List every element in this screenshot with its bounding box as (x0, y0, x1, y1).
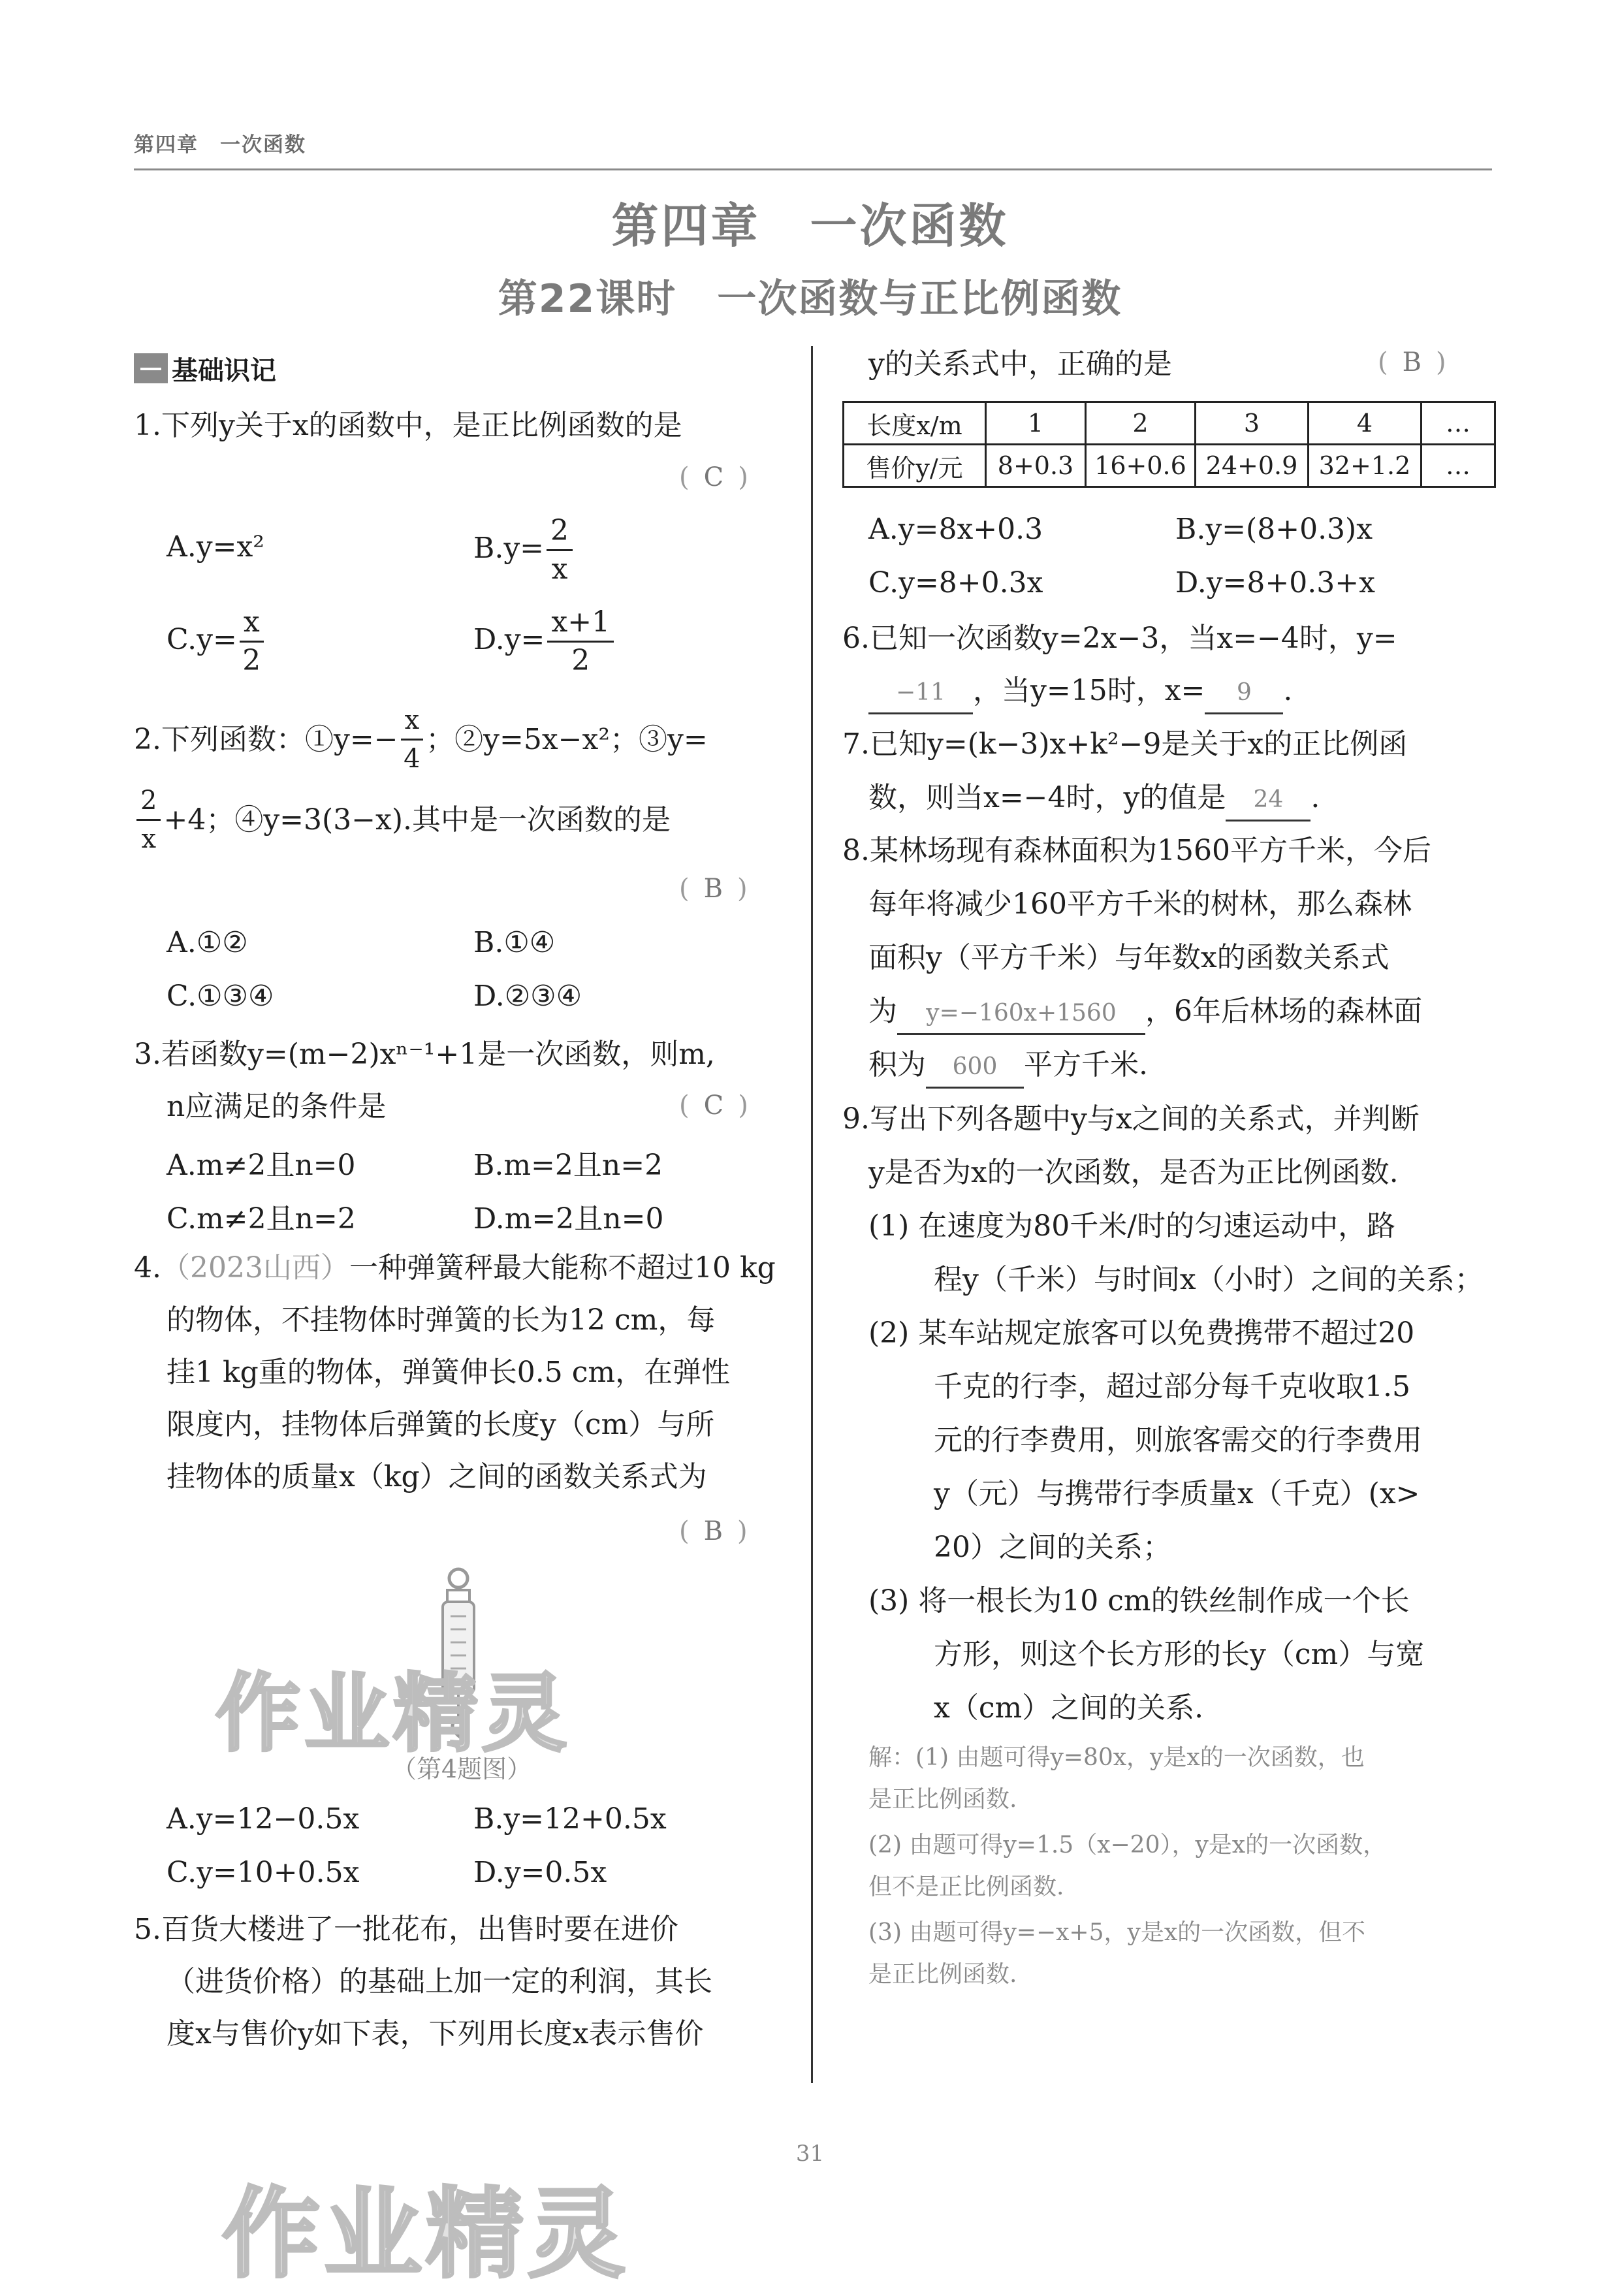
q8-blank-2: 600 (926, 1047, 1024, 1089)
q3-option-d: D.m=2且n=0 (473, 1202, 664, 1236)
q6-blank-2: 9 (1205, 673, 1283, 714)
q1-answer: ( C ) (679, 462, 748, 492)
q9-solution-line1: 解：(1) 由题可得y=80x，y是x的一次函数，也 (868, 1744, 1365, 1771)
q9-solution-line2: 是正比例函数. (868, 1786, 1017, 1813)
q2-line2: $\frac{2}{x}$ +4；④y=3(3−x).其中是一次函数的是 (134, 782, 671, 857)
chapter-title: 第四章 一次函数 (611, 199, 1009, 253)
q8-line4: 为 y=−160x+1560 ，6年后林场的森林面 (868, 992, 1422, 1035)
q7-line2: 数，则当x=−4时，y的值是 24 . (868, 778, 1320, 821)
q5-line1: 5.百货大楼进了一批花布，出售时要在进价 (134, 1913, 678, 1946)
q9-part1-line2: 程y（千米）与时间x（小时）之间的关系； (934, 1263, 1484, 1296)
q7-blank: 24 (1226, 780, 1310, 821)
table-cell: 售价y/元 (844, 445, 986, 487)
q6-line2: −11 ，当y=15时，x= 9 . (868, 671, 1292, 714)
table-cell: … (1421, 402, 1495, 445)
q9-solution-line4: 但不是正比例函数. (868, 1873, 1064, 1900)
table-row (844, 402, 1495, 445)
q1-option-a: A.y=x² (167, 530, 264, 564)
q9-part3-line1: (3) 将一根长为10 cm的铁丝制作成一个长 (868, 1584, 1410, 1618)
q3-line1: 3.若函数y=(m−2)xⁿ⁻¹+1是一次函数，则m, (134, 1038, 715, 1071)
q5-line2: （进货价格）的基础上加一定的利润，其长 (167, 1965, 712, 1998)
q9-line2: y是否为x的一次函数，是否为正比例函数. (868, 1156, 1399, 1189)
q5-option-b: B.y=(8+0.3)x (1175, 513, 1373, 546)
q2-option-c: C.①③④ (167, 980, 274, 1013)
q9-line1: 9.写出下列各题中y与x之间的关系式，并判断 (842, 1102, 1420, 1136)
section-tag (134, 349, 276, 387)
column-divider (811, 346, 813, 2083)
q4-option-b: B.y=12+0.5x (473, 1802, 667, 1836)
q5-option-d: D.y=8+0.3+x (1175, 566, 1375, 599)
page-watermark: 作业精灵 (222, 2178, 630, 2291)
q9-solution-line5: (3) 由题可得y=−x+5，y是x的一次函数，但不 (868, 1919, 1366, 1946)
q3-line2: n应满足的条件是 (167, 1090, 387, 1123)
q3-option-c: C.m≠2且n=2 (167, 1202, 356, 1236)
q4-figure-caption: （第4题图） (392, 1755, 532, 1783)
q8-line2: 每年将减少160平方千米的树林，那么森林 (868, 887, 1412, 921)
q7-line1: 7.已知y=(k−3)x+k²−9是关于x的正比例函 (842, 727, 1408, 761)
q1-option-c: C.y= $\frac{x}{2}$ (167, 604, 266, 679)
q4-option-a: A.y=12−0.5x (167, 1802, 360, 1836)
q4-line3: 挂1 kg重的物体，弹簧伸长0.5 cm，在弹性 (167, 1356, 731, 1389)
table-cell: 24+0.9 (1196, 445, 1309, 487)
q9-part3-line2: 方形，则这个长方形的长y（cm）与宽 (934, 1638, 1425, 1671)
q8-line5: 积为 600 平方千米. (868, 1045, 1148, 1089)
q2-answer: ( B ) (679, 874, 748, 904)
page-number: 31 (795, 2141, 825, 2167)
table-cell: 长度x/m (844, 402, 986, 445)
table-row (844, 445, 1495, 487)
q3-option-a: A.m≠2且n=0 (167, 1149, 356, 1182)
table-cell: 8+0.3 (986, 445, 1086, 487)
q1-option-b: B.y= $\frac{2}{x}$ (473, 513, 575, 588)
q9-part2-line5: 20）之间的关系； (934, 1531, 1171, 1564)
price-table (842, 401, 1496, 488)
q8-line3: 面积y（平方千米）与年数x的函数关系式 (868, 941, 1390, 974)
q2-option-d: D.②③④ (473, 980, 582, 1013)
q1-option-d: D.y= $\frac{x+1}{2}$ (473, 604, 616, 679)
q3-option-b: B.m=2且n=2 (473, 1149, 663, 1182)
q4-line4: 限度内，挂物体后弹簧的长度y（cm）与所 (167, 1408, 715, 1441)
q2-option-a: A.①② (167, 926, 248, 959)
q9-part2-line1: (2) 某车站规定旅客可以免费携带不超过20 (868, 1316, 1415, 1350)
q4-source: （2023山西） (161, 1251, 349, 1284)
q2-option-b: B.①④ (473, 926, 556, 959)
table-cell: … (1421, 445, 1495, 487)
q2-line1: 2.下列函数：①y=− $\frac{x}{4}$ ；②y=5x−x²；③y= (134, 702, 708, 777)
q9-part2-line2: 千克的行李，超过部分每千克收取1.5 (934, 1370, 1410, 1403)
q8-blank-1: y=−160x+1560 (897, 994, 1145, 1035)
q5-option-a: A.y=8x+0.3 (868, 513, 1043, 546)
q5-answer: ( B ) (1378, 347, 1446, 377)
table-cell: 1 (986, 402, 1086, 445)
q4-answer: ( B ) (679, 1516, 748, 1546)
section-label: 基础识记 (172, 355, 276, 386)
lesson-title: 第22课时 一次函数与正比例函数 (498, 276, 1122, 322)
q4-option-c: C.y=10+0.5x (167, 1856, 360, 1889)
q4-line1: 4.（2023山西）一种弹簧秤最大能称不超过10 kg (134, 1251, 776, 1284)
running-head: 第四章 一次函数 (134, 133, 306, 157)
table-cell: 2 (1086, 402, 1196, 445)
q9-part1-line1: (1) 在速度为80千米/时的匀速运动中，路 (868, 1209, 1396, 1243)
table-cell: 3 (1196, 402, 1309, 445)
q5-line4: y的关系式中，正确的是 (868, 347, 1172, 381)
q6-line1: 6.已知一次函数y=2x−3，当x=−4时，y= (842, 622, 1397, 655)
q9-part3-line3: x（cm）之间的关系. (934, 1691, 1204, 1725)
q3-answer: ( C ) (679, 1091, 748, 1121)
q1-stem: 1.下列y关于x的函数中，是正比例函数的是 (134, 409, 682, 442)
q9-part2-line4: y（元）与携带行李质量x（千克）(x> (934, 1477, 1420, 1510)
q8-line1: 8.某林场现有森林面积为1560平方千米，今后 (842, 834, 1431, 867)
q6-blank-1: −11 (868, 673, 973, 714)
q4-line5: 挂物体的质量x（kg）之间的函数关系式为 (167, 1460, 707, 1493)
q9-solution-line6: 是正比例函数. (868, 1961, 1017, 1988)
table-cell: 32+1.2 (1309, 445, 1421, 487)
section-bar-icon (134, 353, 168, 383)
q5-option-c: C.y=8+0.3x (868, 566, 1043, 599)
q4-line2: 的物体，不挂物体时弹簧的长为12 cm，每 (167, 1303, 716, 1337)
q9-part2-line3: 元的行李费用，则旅客需交的行李费用 (934, 1424, 1422, 1457)
q9-solution-line3: (2) 由题可得y=1.5（x−20），y是x的一次函数， (868, 1832, 1387, 1858)
q4-option-d: D.y=0.5x (473, 1856, 607, 1889)
table-cell: 16+0.6 (1086, 445, 1196, 487)
q5-line3: 度x与售价y如下表，下列用长度x表示售价 (167, 2017, 704, 2050)
figure-watermark: 作业精灵 (215, 1664, 571, 1763)
table-cell: 4 (1309, 402, 1421, 445)
header-rule (134, 168, 1492, 170)
